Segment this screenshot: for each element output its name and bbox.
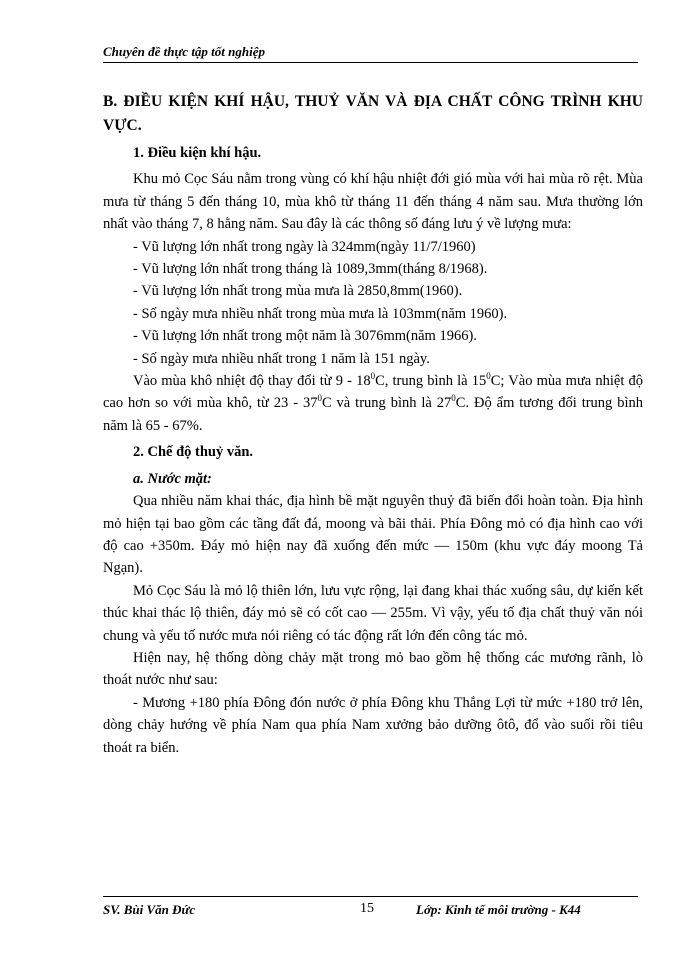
list-item: - Số ngày mưa nhiều nhất trong 1 năm là 151 ngày. [133,350,430,367]
paragraph: - Mương +180 phía Đông đón nước ở phía Đông khu Thắng Lợi từ mức +180 trở lên, dòng chảy hướng về phía Nam qua phía Nam xưởng bảo dưỡng ôtô, đổ vào suối rồi tiêu thoát ra biển. [103,694,643,756]
section-title: B. ĐIỀU KIỆN KHÍ HẬU, THUỶ VĂN VÀ ĐỊA CHẤT CÔNG TRÌNH KHU VỰC. [103,93,643,134]
footer-author: SV. Bùi Văn Đức [103,902,196,917]
degree-mark: 0 [486,371,491,382]
temp-text-c: C; Vào mùa mưa nhiệt độ cao hơn so với mùa khô, từ 23 - 37 [103,373,643,412]
list-item: - Vũ lượng lớn nhất trong mùa mưa là 2850,8mm(1960). [133,283,463,300]
list-item: - Vũ lượng lớn nhất trong tháng là 1089,3mm(tháng 8/1968). [133,261,488,278]
degree-mark: 0 [370,371,376,382]
page-footer [103,896,638,917]
temperature-paragraph [103,370,643,437]
temp-text-a: Vào mùa khô nhiệt độ thay đổi từ 9 - 18 [133,373,371,390]
temp-text-d: C và trung bình là 27 [321,395,452,412]
paragraph: Mỏ Cọc Sáu là mỏ lộ thiên lớn, lưu vực rộng, lại đang khai thác xuống sâu, dự kiến kết thúc khai thác lộ thiên, đáy mỏ sẽ có cốt cao — 255m. Vì vậy, yếu tố địa chất thuỷ văn nói chung và yếu tố nước mưa nói riêng có tác động rất lớn đến công tác mỏ. [103,582,643,644]
heading-climate: 1. Điều kiện khí hậu. [133,145,262,161]
page-number: 15 [360,901,374,916]
degree-mark: 0 [451,393,456,404]
list-item: - Vũ lượng lớn nhất trong ngày là 324mm(ngày 11/7/1960) [133,238,476,255]
climate-intro: Khu mỏ Cọc Sáu nằm trong vùng có khí hậu nhiệt đới gió mùa với hai mùa rõ rệt. Mùa mưa từ tháng 5 đến tháng 10, mùa khô từ tháng 11 đến tháng 4 năm sau. Mưa thường lớn nhất vào tháng 7, 8 hằng năm. Sau đây là các thông số đáng lưu ý về lượng mưa: [103,171,643,233]
list-item: - Vũ lượng lớn nhất trong một năm là 3076mm(năm 1966). [133,328,477,345]
list-item: - Số ngày mưa nhiều nhất trong mùa mưa là 103mm(năm 1960). [133,305,508,322]
subheading-surface-water: a. Nước mặt: [133,470,212,487]
paragraph: Hiện nay, hệ thống dòng chảy mặt trong mỏ bao gồm hệ thống các mương rãnh, lò thoát nước như sau: [103,649,643,689]
footer-class: Lớp: Kinh tế môi trường - K44 [416,902,581,917]
paragraph: Qua nhiều năm khai thác, địa hình bề mặt nguyên thuỷ đã biến đổi hoàn toàn. Địa hình mỏ hiện tại bao gồm các tầng đất đá, moong và bãi thải. Phía Đông mỏ có địa hình cao với độ cao +350m. Đáy mỏ hiện nay đã xuống đến mức — 150m (khu vực đáy moong Tả Ngạn). [103,493,643,577]
temp-text-e: C. Độ ẩm tương đối trung bình năm là 65 - 67%. [103,395,644,434]
heading-hydrology: 2. Chế độ thuỷ văn. [133,444,254,461]
page-header: Chuyên đề thực tập tốt nghiệp [103,44,638,63]
temp-text-b: C, trung bình là 15 [375,373,487,390]
degree-mark: 0 [317,393,322,404]
page-body [103,90,643,759]
